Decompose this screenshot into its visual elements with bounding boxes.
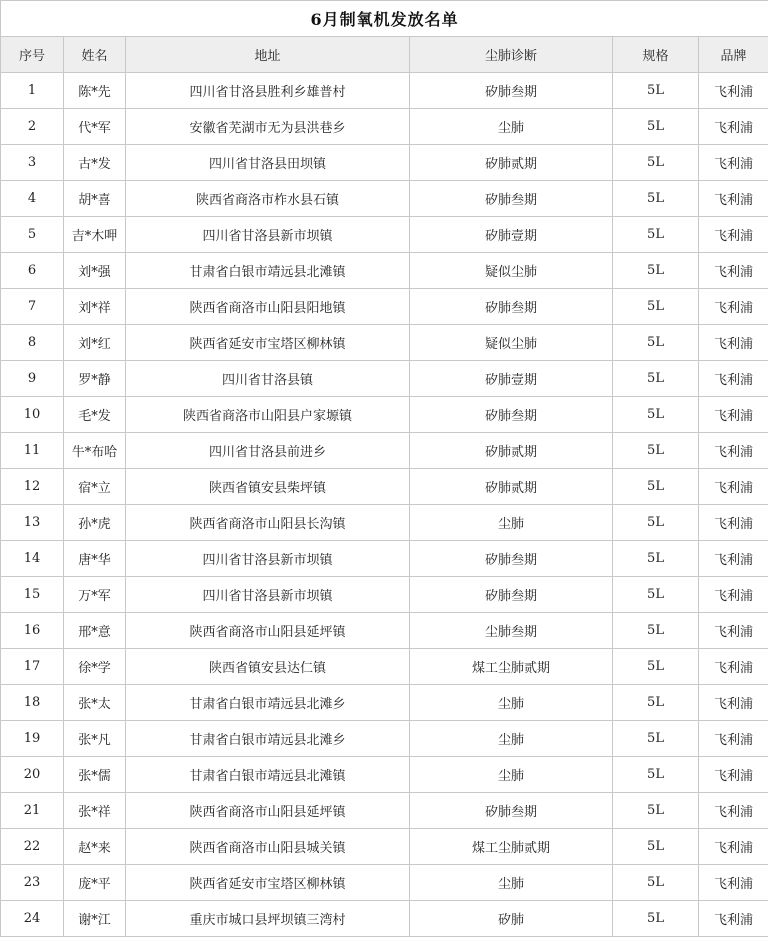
cell-brand: 飞利浦 [699, 685, 768, 721]
table-row [1, 685, 768, 721]
cell-no: 10 [1, 397, 64, 433]
cell-spec: 5L [613, 793, 699, 829]
cell-no: 5 [1, 217, 64, 253]
cell-brand: 飞利浦 [699, 217, 768, 253]
cell-name: 赵*来 [64, 829, 126, 865]
cell-brand: 飞利浦 [699, 577, 768, 613]
cell-diagnosis: 矽肺叁期 [410, 397, 613, 433]
cell-spec: 5L [613, 433, 699, 469]
cell-name: 刘*红 [64, 325, 126, 361]
cell-no: 4 [1, 181, 64, 217]
cell-name: 胡*喜 [64, 181, 126, 217]
cell-name: 刘*强 [64, 253, 126, 289]
title-row [1, 1, 768, 37]
cell-spec: 5L [613, 361, 699, 397]
cell-no: 18 [1, 685, 64, 721]
table-row [1, 433, 768, 469]
header-no: 序号 [1, 37, 64, 73]
cell-diagnosis: 矽肺壹期 [410, 361, 613, 397]
cell-diagnosis: 煤工尘肺贰期 [410, 649, 613, 685]
cell-address: 陕西省商洛市山阳县阳地镇 [126, 289, 410, 325]
table-body [1, 73, 768, 937]
cell-brand: 飞利浦 [699, 613, 768, 649]
cell-no: 12 [1, 469, 64, 505]
cell-diagnosis: 尘肺 [410, 109, 613, 145]
cell-diagnosis: 疑似尘肺 [410, 253, 613, 289]
table-row [1, 217, 768, 253]
cell-address: 陕西省商洛市山阳县户家塬镇 [126, 397, 410, 433]
cell-diagnosis: 煤工尘肺贰期 [410, 829, 613, 865]
cell-brand: 飞利浦 [699, 181, 768, 217]
cell-name: 庞*平 [64, 865, 126, 901]
cell-diagnosis: 矽肺叁期 [410, 73, 613, 109]
cell-spec: 5L [613, 325, 699, 361]
cell-no: 3 [1, 145, 64, 181]
cell-spec: 5L [613, 649, 699, 685]
table-row [1, 649, 768, 685]
cell-address: 四川省甘洛县胜利乡雄普村 [126, 73, 410, 109]
table-row [1, 253, 768, 289]
table-row [1, 73, 768, 109]
cell-address: 四川省甘洛县新市坝镇 [126, 577, 410, 613]
cell-name: 张*太 [64, 685, 126, 721]
cell-address: 四川省甘洛县新市坝镇 [126, 217, 410, 253]
cell-name: 牛*布哈 [64, 433, 126, 469]
cell-diagnosis: 矽肺贰期 [410, 469, 613, 505]
cell-address: 甘肃省白银市靖远县北滩镇 [126, 757, 410, 793]
header-diagnosis: 尘肺诊断 [410, 37, 613, 73]
cell-brand: 飞利浦 [699, 649, 768, 685]
cell-spec: 5L [613, 721, 699, 757]
cell-diagnosis: 矽肺贰期 [410, 433, 613, 469]
header-spec: 规格 [613, 37, 699, 73]
cell-address: 陕西省镇安县柴坪镇 [126, 469, 410, 505]
cell-spec: 5L [613, 181, 699, 217]
table-row [1, 829, 768, 865]
table-row [1, 757, 768, 793]
cell-address: 甘肃省白银市靖远县北滩乡 [126, 721, 410, 757]
cell-brand: 飞利浦 [699, 469, 768, 505]
cell-spec: 5L [613, 73, 699, 109]
table-row [1, 865, 768, 901]
cell-address: 安徽省芜湖市无为县洪巷乡 [126, 109, 410, 145]
cell-diagnosis: 矽肺叁期 [410, 181, 613, 217]
cell-brand: 飞利浦 [699, 109, 768, 145]
cell-address: 陕西省商洛市山阳县延坪镇 [126, 793, 410, 829]
cell-brand: 飞利浦 [699, 289, 768, 325]
cell-address: 陕西省延安市宝塔区柳林镇 [126, 325, 410, 361]
cell-no: 15 [1, 577, 64, 613]
cell-name: 徐*学 [64, 649, 126, 685]
cell-brand: 飞利浦 [699, 253, 768, 289]
cell-brand: 飞利浦 [699, 865, 768, 901]
cell-address: 四川省甘洛县田坝镇 [126, 145, 410, 181]
cell-name: 刘*祥 [64, 289, 126, 325]
cell-diagnosis: 矽肺叁期 [410, 289, 613, 325]
cell-diagnosis: 矽肺贰期 [410, 145, 613, 181]
table-row [1, 469, 768, 505]
cell-address: 四川省甘洛县前进乡 [126, 433, 410, 469]
table-row [1, 541, 768, 577]
table-row [1, 325, 768, 361]
cell-name: 孙*虎 [64, 505, 126, 541]
cell-spec: 5L [613, 757, 699, 793]
cell-name: 万*军 [64, 577, 126, 613]
cell-name: 代*军 [64, 109, 126, 145]
cell-spec: 5L [613, 901, 699, 937]
cell-diagnosis: 矽肺叁期 [410, 577, 613, 613]
cell-brand: 飞利浦 [699, 829, 768, 865]
cell-diagnosis: 矽肺壹期 [410, 217, 613, 253]
table-row [1, 289, 768, 325]
cell-name: 吉*木呷 [64, 217, 126, 253]
cell-address: 重庆市城口县坪坝镇三湾村 [126, 901, 410, 937]
cell-no: 6 [1, 253, 64, 289]
cell-spec: 5L [613, 397, 699, 433]
cell-brand: 飞利浦 [699, 505, 768, 541]
cell-spec: 5L [613, 253, 699, 289]
table-row [1, 505, 768, 541]
cell-address: 陕西省延安市宝塔区柳林镇 [126, 865, 410, 901]
cell-name: 唐*华 [64, 541, 126, 577]
cell-brand: 飞利浦 [699, 361, 768, 397]
cell-address: 陕西省镇安县达仁镇 [126, 649, 410, 685]
cell-spec: 5L [613, 469, 699, 505]
table-row [1, 145, 768, 181]
cell-no: 9 [1, 361, 64, 397]
cell-brand: 飞利浦 [699, 145, 768, 181]
cell-address: 陕西省商洛市山阳县城关镇 [126, 829, 410, 865]
cell-spec: 5L [613, 685, 699, 721]
cell-name: 张*祥 [64, 793, 126, 829]
header-brand: 品牌 [699, 37, 768, 73]
cell-diagnosis: 尘肺 [410, 721, 613, 757]
cell-diagnosis: 尘肺 [410, 865, 613, 901]
cell-no: 13 [1, 505, 64, 541]
cell-no: 8 [1, 325, 64, 361]
table-row [1, 901, 768, 937]
cell-no: 11 [1, 433, 64, 469]
cell-address: 甘肃省白银市靖远县北滩乡 [126, 685, 410, 721]
cell-no: 17 [1, 649, 64, 685]
cell-name: 邢*意 [64, 613, 126, 649]
cell-spec: 5L [613, 613, 699, 649]
table-row [1, 721, 768, 757]
cell-no: 16 [1, 613, 64, 649]
cell-brand: 飞利浦 [699, 397, 768, 433]
cell-name: 谢*江 [64, 901, 126, 937]
cell-no: 1 [1, 73, 64, 109]
cell-no: 7 [1, 289, 64, 325]
cell-diagnosis: 尘肺 [410, 685, 613, 721]
table-row [1, 577, 768, 613]
cell-brand: 飞利浦 [699, 757, 768, 793]
cell-brand: 飞利浦 [699, 901, 768, 937]
cell-diagnosis: 尘肺叁期 [410, 613, 613, 649]
cell-brand: 飞利浦 [699, 433, 768, 469]
cell-spec: 5L [613, 109, 699, 145]
cell-address: 四川省甘洛县新市坝镇 [126, 541, 410, 577]
table-row [1, 109, 768, 145]
table-title: 6月制氧机发放名单 [1, 1, 768, 37]
cell-no: 19 [1, 721, 64, 757]
table-row [1, 181, 768, 217]
header-address: 地址 [126, 37, 410, 73]
cell-spec: 5L [613, 577, 699, 613]
cell-name: 宿*立 [64, 469, 126, 505]
cell-address: 陕西省商洛市山阳县延坪镇 [126, 613, 410, 649]
cell-address: 陕西省商洛市山阳县长沟镇 [126, 505, 410, 541]
cell-spec: 5L [613, 505, 699, 541]
cell-brand: 飞利浦 [699, 73, 768, 109]
cell-diagnosis: 矽肺叁期 [410, 541, 613, 577]
cell-spec: 5L [613, 865, 699, 901]
cell-no: 2 [1, 109, 64, 145]
header-name: 姓名 [64, 37, 126, 73]
cell-address: 甘肃省白银市靖远县北滩镇 [126, 253, 410, 289]
cell-diagnosis: 尘肺 [410, 757, 613, 793]
table-row [1, 397, 768, 433]
header-row [1, 37, 768, 73]
cell-no: 23 [1, 865, 64, 901]
cell-no: 21 [1, 793, 64, 829]
cell-brand: 飞利浦 [699, 325, 768, 361]
table-row [1, 361, 768, 397]
table-row [1, 793, 768, 829]
cell-spec: 5L [613, 289, 699, 325]
table-row [1, 613, 768, 649]
cell-name: 张*儒 [64, 757, 126, 793]
cell-diagnosis: 疑似尘肺 [410, 325, 613, 361]
cell-name: 张*凡 [64, 721, 126, 757]
cell-no: 20 [1, 757, 64, 793]
cell-no: 14 [1, 541, 64, 577]
cell-brand: 飞利浦 [699, 721, 768, 757]
cell-name: 毛*发 [64, 397, 126, 433]
cell-brand: 飞利浦 [699, 793, 768, 829]
cell-name: 陈*先 [64, 73, 126, 109]
cell-spec: 5L [613, 217, 699, 253]
cell-spec: 5L [613, 541, 699, 577]
cell-spec: 5L [613, 145, 699, 181]
cell-diagnosis: 矽肺叁期 [410, 793, 613, 829]
cell-address: 陕西省商洛市柞水县石镇 [126, 181, 410, 217]
cell-no: 24 [1, 901, 64, 937]
cell-address: 四川省甘洛县镇 [126, 361, 410, 397]
cell-diagnosis: 矽肺 [410, 901, 613, 937]
cell-name: 罗*静 [64, 361, 126, 397]
cell-name: 古*发 [64, 145, 126, 181]
cell-diagnosis: 尘肺 [410, 505, 613, 541]
cell-brand: 飞利浦 [699, 541, 768, 577]
cell-no: 22 [1, 829, 64, 865]
cell-spec: 5L [613, 829, 699, 865]
